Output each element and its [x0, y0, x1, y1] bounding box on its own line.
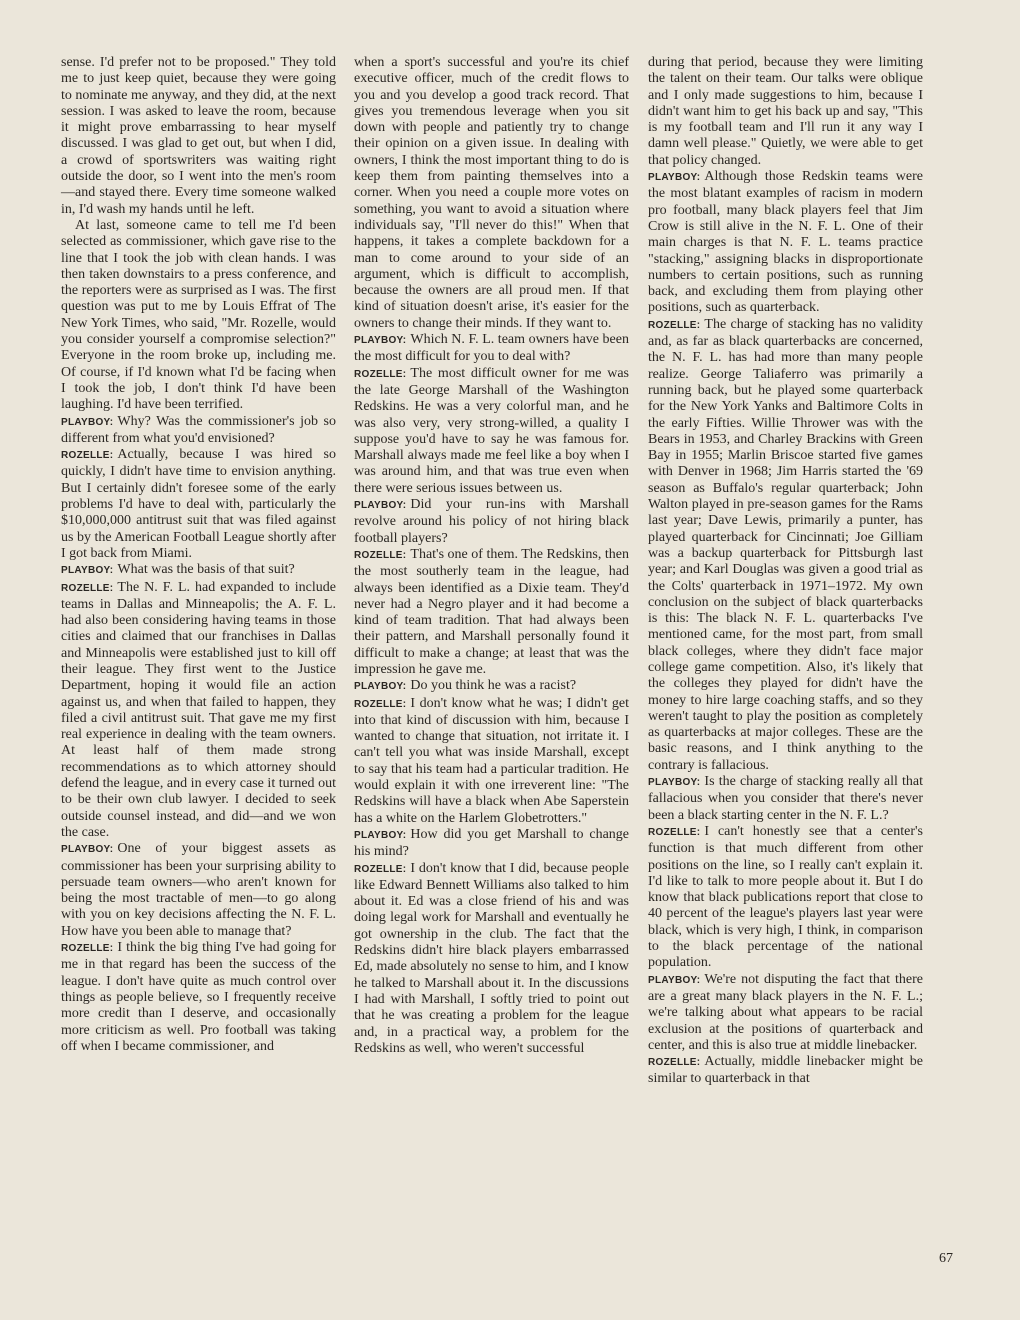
paragraph: sense. I'd prefer not to be proposed." They told me to just keep quiet, because they were going to nominate me anyway, and they did, at the next session. I was asked to leave the room, because it might prove embarrassing to hear myself discussed. I was glad to get out, but when I did, a crowd of sportswriters was waiting right outside the door, so I went into the men's room—and stayed there. Every time someone walked in, I'd wash my hands until he left. — [61, 55, 336, 217]
interview-exchange — [354, 547, 629, 678]
answer-text: I don't know what he was; I didn't get into that kind of discussion with him, because I wanted to change that situation, not irritate it. I can't tell you what was inside Marshall, except to say that his team had a particular tradition. He would explain it with one irreverent line: "The Redskins will have a black when Abe Saperstein has a white on the Harlem Globetrotters." — [354, 695, 629, 826]
answer-text: Which N. F. L. team owners have been the most difficult for you to deal with? — [354, 332, 629, 365]
text-column-2 — [354, 55, 629, 1057]
answer-text: The most difficult owner for me was the late George Marshall of the Washington Redskins. He was a very colorful man, and he was also very, very strong-willed, a quality I suppose you'd have to say he was famous for. Marshall always made me feel like a boy when I was around him, and that was true even when there were serious issues between us. — [354, 365, 629, 496]
interview-exchange — [354, 861, 629, 1058]
answer-text: Actually, middle linebacker might be similar to quarterback in that — [648, 1054, 923, 1087]
speaker-label: PLAYBOY: — [61, 416, 114, 428]
speaker-label: ROZELLE: — [354, 368, 407, 380]
interview-exchange — [648, 317, 923, 774]
speaker-label: ROZELLE: — [648, 1057, 701, 1069]
speaker-label: ROZELLE: — [648, 319, 701, 331]
speaker-label: PLAYBOY: — [61, 565, 114, 577]
text-column-1 — [61, 55, 336, 1055]
interview-exchange — [648, 824, 923, 972]
speaker-label: PLAYBOY: — [354, 335, 407, 347]
speaker-label: PLAYBOY: — [354, 681, 407, 693]
speaker-label: PLAYBOY: — [648, 172, 701, 184]
answer-text: I think the big thing I've had going for me in that regard has been the success of the league. I don't have quite as much control over things as people believe, so I frequently receive more credit than I deserve, and occasionally more criticism as well. Pro football was taking off when I became commissioner, and — [61, 940, 336, 1054]
speaker-label: PLAYBOY: — [354, 829, 407, 841]
answer-text: We're not disputing the fact that there are a great many black players in the N. F. L.; we're talking about what appears to be racial exclusion at the positions of quarterback and center, and this is also true at middle linebacker. — [648, 971, 923, 1053]
answer-text: One of your biggest assets as commissioner has been your surprising ability to persuade team owners—who aren't known for being the most tractable of men—to go along with you on key decisions affecting the N. F. L. How have you been able to manage that? — [61, 841, 336, 939]
speaker-label: PLAYBOY: — [61, 844, 114, 856]
answer-text: The charge of stacking has no validity and, as far as black quarterbacks are concerned, the N. F. L. has had more than many people realize. George Taliaferro was primarily a running back, but he played some quarterback for the New York Yanks and Baltimore Colts in the early Fifties. Willie Thrower was with the Bears in 1953, and Charley Brackins with Green Bay in 1955; Marlin Briscoe started five games with Denver in 1968; Jim Harris started the '69 season as Buffalo's regular quarterback; John Walton played in pre-season games for the Rams last year; Dave Lewis, primarily a punter, has played quarterback for Cincinnati; Joe Gilliam was a backup quarterback for Pittsburgh last year; and Karl Douglas was given a good trial as the Colts' quarterback in 1971–1972. My own conclusion on the subject of black quarterbacks is this: The black N. F. L. quarterbacks I've mentioned came, for the most part, from small black colleges, where they didn't face major college game competition. Also, it's likely that the colleges they played for didn't have the money to hire large coaching staffs, and so they weren't taught to play the position as completely as quarterbacks at major colleges. These are the basic reasons, and I think anything to the contrary is fallacious. — [648, 316, 923, 773]
answer-text: Is the charge of stacking really all that fallacious when you consider that there's never been a black starting center in the N. F. L.? — [648, 774, 923, 823]
answer-text: Actually, because I was hired so quickly, I didn't have time to envision anything. But I certainly didn't foresee some of the early problems I'd have to deal with, particularly the $10,000,000 antitrust suit that was filed against us by the American Football League shortly after I got back from Miami. — [61, 447, 336, 561]
speaker-label: PLAYBOY: — [648, 974, 701, 986]
paragraph: At last, someone came to tell me I'd been selected as commissioner, which gave rise to the line that I took the job with clean hands. I was then taken downstairs to a press conference, and the reporters were as surprised as I was. The first question was put to me by Louis Effrat of The New York Times, who said, "Mr. Rozelle, would you consider yourself a compromise selection?" Everyone in the room broke up, including me. Of course, if I'd known what I'd be facing when I took the job, I don't think I'd have been laughing. I'd have been terrified. — [61, 217, 336, 413]
answer-text: That's one of them. The Redskins, then the most southerly team in the league, had always been identified as a Dixie team. They'd never had a Negro player and it had become a kind of team tradition. That had always been their pattern, and Marshall personally found it difficult to make a change; at least that was the impression he gave me. — [354, 546, 629, 677]
interview-exchange — [354, 678, 629, 695]
answer-text: Do you think he was a racist? — [410, 678, 577, 694]
paragraph: during that period, because they were limiting the talent on their team. Our talks were oblique and I only made suggestions to him, because I didn't want him to get his back up and say, "This is my football team and I'll run it any way I damn well please." Quietly, we were able to get that policy changed. — [648, 55, 923, 168]
speaker-label: ROZELLE: — [61, 943, 114, 955]
interview-exchange — [61, 940, 336, 1055]
speaker-label: PLAYBOY: — [648, 777, 701, 789]
answer-text: What was the basis of that suit? — [117, 562, 295, 578]
interview-exchange — [354, 497, 629, 547]
paragraph: when a sport's successful and you're its chief executive officer, much of the credit flows to you and you develop a good track record. That gives you tremendous leverage when you sit down with people and patiently try to change their opinion on a given issue. In dealing with owners, I think the most important thing to do is keep them from painting themselves into a corner. When you need a couple more votes on something, you want to avoid a situation where individuals say, "I'll never do this!" When that happens, it takes a complete backdown for a man to come around to your side of an argument, which is difficult to accomplish, because the owners are all proud men. If that kind of situation doesn't arise, it's easier for the owners to change their minds. If they want to. — [354, 55, 629, 331]
interview-exchange — [61, 447, 336, 562]
answer-text: Did your run-ins with Marshall revolve around his policy of not hiring black football players? — [354, 497, 629, 546]
interview-exchange — [61, 580, 336, 842]
interview-exchange — [61, 841, 336, 940]
speaker-label: ROZELLE: — [354, 863, 407, 875]
interview-exchange — [354, 827, 629, 861]
speaker-label: ROZELLE: — [354, 698, 407, 710]
interview-exchange — [61, 414, 336, 448]
interview-exchange — [61, 562, 336, 579]
interview-exchange — [648, 1054, 923, 1088]
answer-text: Although those Redskin teams were the most blatant examples of racism in modern pro football, many black players feel that Jim Crow is still alive in the N. F. L. One of their main charges is that N. F. L. teams practice "stacking," assigning blacks in disproportionate numbers to certain positions, such as running back, and excluding them from playing other positions, such as quarterback. — [648, 169, 923, 316]
answer-text: Why? Was the commissioner's job so different from what you'd envisioned? — [61, 413, 336, 446]
speaker-label: ROZELLE: — [648, 826, 701, 838]
interview-exchange — [354, 696, 629, 827]
interview-exchange — [648, 972, 923, 1054]
text-column-3 — [648, 55, 923, 1088]
interview-exchange — [354, 332, 629, 366]
speaker-label: ROZELLE: — [354, 549, 407, 561]
interview-exchange — [648, 774, 923, 824]
interview-exchange — [648, 169, 923, 317]
speaker-label: ROZELLE: — [61, 450, 114, 462]
answer-text: How did you get Marshall to change his mind? — [354, 826, 629, 860]
speaker-label: PLAYBOY: — [354, 500, 407, 512]
speaker-label: ROZELLE: — [61, 582, 114, 594]
answer-text: The N. F. L. had expanded to include teams in Dallas and Minneapolis; the A. F. L. had also been considering having teams in those cities and claimed that our franchises in Dallas and Minneapolis were established just to kill off their league. They first went to the Justice Department, hoping it would file an action against us, and when that failed to happen, they filed a civil antitrust suit. That gave me my first real experience in dealing with the team owners. At least half of them made strong recommendations as to which attorney should defend the league, and in every case it turned out to be their own club lawyer. I decided to seek outside counsel instead, and did—and we won the case. — [61, 579, 336, 840]
page-number: 67 — [939, 1251, 953, 1266]
interview-exchange — [354, 366, 629, 497]
answer-text: I can't honestly see that a center's function is that much different from other positions on the line, so I really can't explain it. I'd like to talk to more people about it. But I do know that black publications report that close to 40 percent of the league's players last year were black, which is very high, I think, in comparison to the black percentage of the national population. — [648, 823, 923, 971]
answer-text: I don't know that I did, because people like Edward Bennett Williams also talked to him about it. Ed was a close friend of his and was doing legal work for Marshall and eventually he got ownership in the club. The fact that the Redskins didn't hire black players embarrassed Ed, made absolutely no sense to him, and I know he talked to Marshall about it. In the discussions I had with Marshall, I softly tried to point out that he was creating a problem for the league and, in a practical way, a problem for the Redskins as well, who weren't successful — [354, 860, 629, 1056]
